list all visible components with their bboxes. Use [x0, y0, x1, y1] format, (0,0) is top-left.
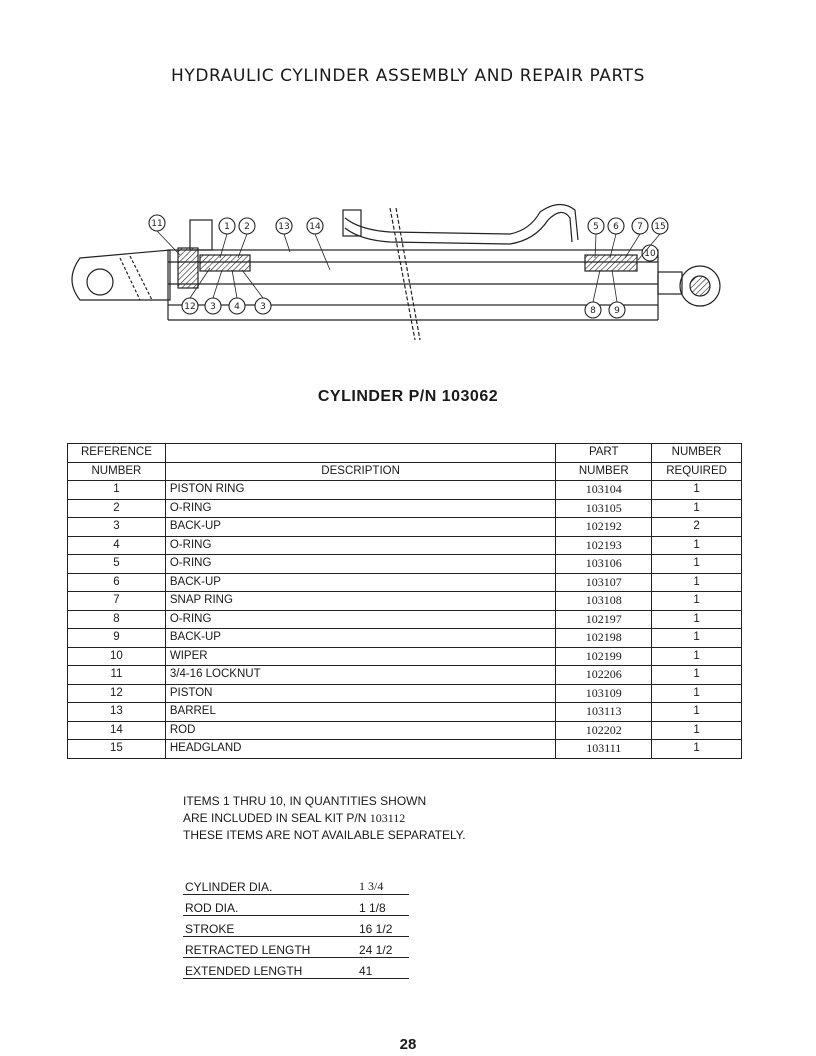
- spec-value: 1 1/8: [355, 895, 409, 916]
- quantity-cell: 1: [652, 536, 742, 555]
- svg-text:2: 2: [244, 222, 250, 232]
- ref-cell: 15: [68, 740, 166, 759]
- ref-cell: 10: [68, 647, 166, 666]
- callout-12: [182, 298, 198, 314]
- quantity-cell: 2: [652, 518, 742, 537]
- svg-text:8: 8: [590, 306, 596, 316]
- callout-4: [229, 298, 245, 314]
- quantity-cell: 1: [652, 740, 742, 759]
- parts-row: [68, 481, 742, 500]
- ref-cell: 4: [68, 536, 166, 555]
- callout-11: [149, 215, 165, 231]
- callout-8: [585, 302, 601, 318]
- quantity-cell: 1: [652, 666, 742, 685]
- quantity-cell: 1: [652, 610, 742, 629]
- cylinder-diagram: [60, 200, 740, 350]
- callout-7: [632, 218, 648, 234]
- svg-text:15: 15: [654, 222, 666, 232]
- spec-row: [183, 916, 409, 937]
- part-number-cell: 103108: [556, 592, 652, 611]
- svg-text:3: 3: [260, 302, 266, 312]
- svg-text:13: 13: [278, 222, 290, 232]
- part-number-cell: 102193: [556, 536, 652, 555]
- note-line-3: THESE ITEMS ARE NOT AVAILABLE SEPARATELY.: [183, 828, 466, 842]
- description-cell: ROD: [165, 721, 555, 740]
- parts-row: [68, 721, 742, 740]
- description-cell: 3/4-16 LOCKNUT: [165, 666, 555, 685]
- svg-text:7: 7: [637, 222, 643, 232]
- ref-cell: 7: [68, 592, 166, 611]
- callout-6: [608, 218, 624, 234]
- qty-header-line1: NUMBER: [652, 444, 742, 463]
- callout-13: [276, 218, 292, 234]
- part-number-cell: 102206: [556, 666, 652, 685]
- parts-row: [68, 629, 742, 648]
- parts-row: [68, 536, 742, 555]
- spec-value: 24 1/2: [355, 937, 409, 958]
- ref-cell: 12: [68, 684, 166, 703]
- ref-cell: 11: [68, 666, 166, 685]
- ref-cell: 5: [68, 555, 166, 574]
- part-number-cell: 102197: [556, 610, 652, 629]
- quantity-cell: 1: [652, 684, 742, 703]
- ref-cell: 9: [68, 629, 166, 648]
- description-cell: BACK-UP: [165, 518, 555, 537]
- svg-text:14: 14: [309, 222, 321, 232]
- svg-text:5: 5: [593, 222, 599, 232]
- quantity-cell: 1: [652, 629, 742, 648]
- ref-cell: 13: [68, 703, 166, 722]
- description-cell: O-RING: [165, 555, 555, 574]
- spec-value: 1 3/4: [355, 874, 409, 895]
- callout-3a: [205, 298, 221, 314]
- part-number-cell: 103113: [556, 703, 652, 722]
- part-number-cell: 103107: [556, 573, 652, 592]
- parts-row: [68, 555, 742, 574]
- quantity-cell: 1: [652, 703, 742, 722]
- part-number-cell: 103109: [556, 684, 652, 703]
- ref-cell: 14: [68, 721, 166, 740]
- quantity-cell: 1: [652, 573, 742, 592]
- description-cell: SNAP RING: [165, 592, 555, 611]
- spec-value: 41: [355, 958, 409, 979]
- part-header-line2: NUMBER: [556, 462, 652, 481]
- note-line-2: ARE INCLUDED IN SEAL KIT P/N 103112: [183, 811, 406, 825]
- svg-text:11: 11: [151, 219, 163, 229]
- description-cell: PISTON: [165, 684, 555, 703]
- hose: [345, 204, 578, 240]
- callout-9: [609, 302, 625, 318]
- note-line-1: ITEMS 1 THRU 10, IN QUANTITIES SHOWN: [183, 794, 427, 808]
- part-number-cell: 103106: [556, 555, 652, 574]
- headgland: [585, 255, 637, 271]
- part-number-cell: 102202: [556, 721, 652, 740]
- part-number-cell: 103104: [556, 481, 652, 500]
- callout-5: [588, 218, 604, 234]
- parts-row: [68, 740, 742, 759]
- clevis-pin-hole: [87, 269, 113, 295]
- parts-row: [68, 573, 742, 592]
- spec-row: [183, 937, 409, 958]
- spec-row: [183, 895, 409, 916]
- piston: [200, 255, 250, 271]
- part-header-line1: PART: [556, 444, 652, 463]
- ref-cell: 6: [68, 573, 166, 592]
- spec-label: RETRACTED LENGTH: [183, 937, 355, 958]
- port-fitting-left: [190, 220, 212, 250]
- part-number-cell: 103111: [556, 740, 652, 759]
- parts-row: [68, 610, 742, 629]
- parts-table-header-row-2: [68, 462, 742, 481]
- part-number-cell: 103105: [556, 499, 652, 518]
- cylinder-specs: [183, 874, 409, 979]
- ref-cell: 1: [68, 481, 166, 500]
- spec-label: EXTENDED LENGTH: [183, 958, 355, 979]
- ref-cell: 8: [68, 610, 166, 629]
- qty-header-line2: REQUIRED: [652, 462, 742, 481]
- description-cell: O-RING: [165, 536, 555, 555]
- svg-text:1: 1: [224, 222, 230, 232]
- parts-table: [67, 443, 742, 759]
- spec-label: ROD DIA.: [183, 895, 355, 916]
- description-header: DESCRIPTION: [165, 462, 555, 481]
- description-cell: O-RING: [165, 499, 555, 518]
- quantity-cell: 1: [652, 647, 742, 666]
- quantity-cell: 1: [652, 721, 742, 740]
- svg-text:6: 6: [613, 222, 619, 232]
- parts-row: [68, 666, 742, 685]
- description-cell: PISTON RING: [165, 481, 555, 500]
- parts-row: [68, 703, 742, 722]
- parts-row: [68, 647, 742, 666]
- ref-header-line2: NUMBER: [68, 462, 166, 481]
- rod-end: [658, 272, 682, 294]
- page-number: 28: [399, 1036, 417, 1053]
- svg-text:3: 3: [210, 302, 216, 312]
- svg-text:12: 12: [184, 302, 196, 312]
- clevis-left: [72, 250, 170, 300]
- description-cell: BARREL: [165, 703, 555, 722]
- svg-text:9: 9: [614, 306, 620, 316]
- quantity-cell: 1: [652, 592, 742, 611]
- page-title: HYDRAULIC CYLINDER ASSEMBLY AND REPAIR PARTS: [170, 66, 646, 86]
- svg-text:4: 4: [234, 302, 240, 312]
- seal-kit-part-number: 103112: [369, 811, 406, 825]
- ref-cell: 3: [68, 518, 166, 537]
- quantity-cell: 1: [652, 499, 742, 518]
- parts-table-header-row-1: [68, 444, 742, 463]
- callout-2: [239, 218, 255, 234]
- callout-14: [307, 218, 323, 234]
- parts-row: [68, 499, 742, 518]
- description-cell: BACK-UP: [165, 573, 555, 592]
- callout-15: [652, 218, 668, 234]
- spec-row: [183, 958, 409, 979]
- spec-label: CYLINDER DIA.: [183, 874, 355, 895]
- description-cell: BACK-UP: [165, 629, 555, 648]
- cylinder-title: CYLINDER P/N 103062: [317, 388, 499, 405]
- callout-3b: [255, 298, 271, 314]
- quantity-cell: 1: [652, 481, 742, 500]
- locknut: [178, 248, 198, 288]
- callout-1: [219, 218, 235, 234]
- quantity-cell: 1: [652, 555, 742, 574]
- description-cell: HEADGLAND: [165, 740, 555, 759]
- part-number-cell: 102198: [556, 629, 652, 648]
- spec-label: STROKE: [183, 916, 355, 937]
- description-cell: WIPER: [165, 647, 555, 666]
- spec-value: 16 1/2: [355, 916, 409, 937]
- parts-row: [68, 518, 742, 537]
- seal-kit-note: [183, 793, 466, 844]
- ref-cell: 2: [68, 499, 166, 518]
- part-number-cell: 102199: [556, 647, 652, 666]
- parts-row: [68, 592, 742, 611]
- svg-text:10: 10: [644, 249, 656, 259]
- parts-row: [68, 684, 742, 703]
- ref-header-line1: REFERENCE: [68, 444, 166, 463]
- part-number-cell: 102192: [556, 518, 652, 537]
- description-cell: O-RING: [165, 610, 555, 629]
- spec-row: [183, 874, 409, 895]
